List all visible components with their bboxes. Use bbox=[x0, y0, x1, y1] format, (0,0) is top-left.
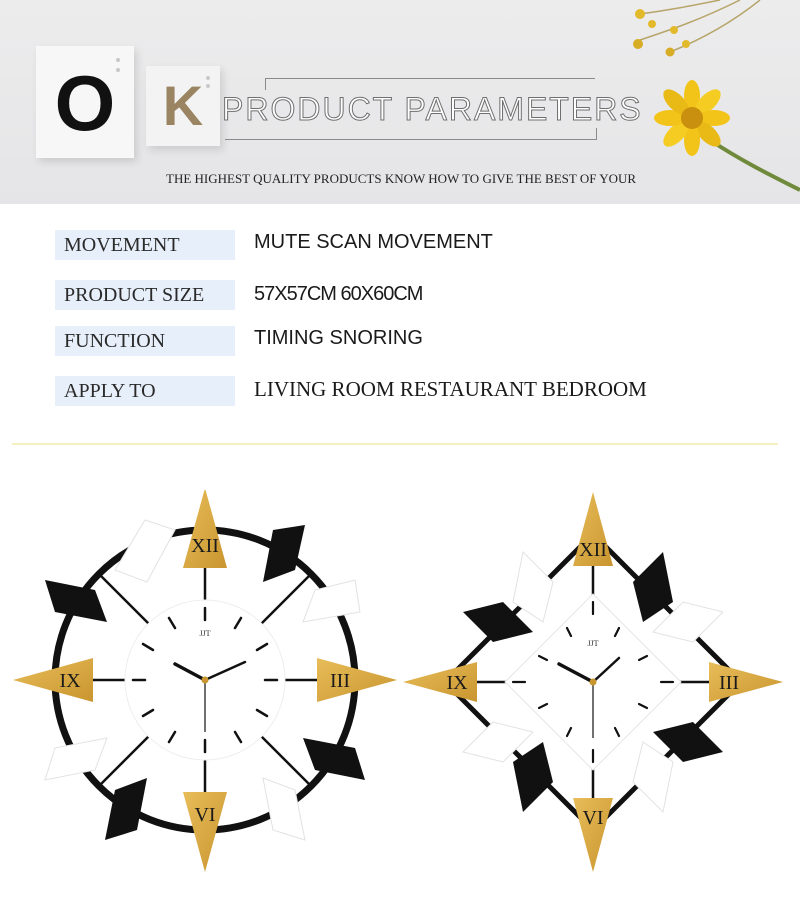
numeral-bottom: VI bbox=[194, 804, 216, 826]
param-row-function bbox=[55, 326, 775, 356]
title-frame-left bbox=[265, 78, 266, 90]
letter-card-k bbox=[146, 66, 220, 146]
numeral-top: XII bbox=[191, 535, 219, 557]
clock-brand: JJT bbox=[199, 629, 211, 638]
param-row-movement bbox=[55, 230, 775, 260]
numeral-bottom: VI bbox=[582, 807, 604, 829]
numeral-left: IX bbox=[446, 672, 468, 694]
clock-diamond-face-image bbox=[400, 490, 800, 900]
title-frame-right bbox=[596, 128, 597, 140]
numeral-right: III bbox=[330, 670, 350, 692]
letter-o: O bbox=[54, 59, 116, 147]
clock-brand: JJT bbox=[587, 639, 599, 648]
banner-title: PRODUCT PARAMETERS bbox=[222, 91, 643, 127]
param-row-product-size bbox=[55, 280, 775, 310]
param-label-box bbox=[55, 376, 235, 406]
banner bbox=[0, 0, 800, 204]
numeral-right: III bbox=[719, 672, 739, 694]
numeral-left: IX bbox=[59, 670, 81, 692]
letter-card-o bbox=[36, 46, 134, 158]
param-value: 57X57CM 60X60CM bbox=[254, 283, 423, 305]
param-value: LIVING ROOM RESTAURANT BEDROOM bbox=[254, 377, 647, 401]
param-label-box bbox=[55, 326, 235, 356]
param-label: FUNCTION bbox=[64, 330, 166, 352]
sunflower-decoration-icon bbox=[600, 0, 800, 204]
title-frame-top bbox=[265, 78, 595, 79]
section-divider bbox=[12, 443, 778, 445]
title-frame-bottom bbox=[225, 139, 597, 140]
param-row-apply-to bbox=[55, 376, 775, 406]
param-label: PRODUCT SIZE bbox=[64, 284, 205, 306]
clock-round-face-image bbox=[0, 490, 400, 900]
letter-k: K bbox=[162, 74, 204, 137]
numeral-top: XII bbox=[579, 539, 607, 561]
param-label-box bbox=[55, 230, 235, 260]
param-value: MUTE SCAN MOVEMENT bbox=[254, 231, 493, 253]
param-label: APPLY TO bbox=[64, 380, 156, 402]
param-value: TIMING SNORING bbox=[254, 327, 423, 349]
param-label: MOVEMENT bbox=[64, 234, 180, 256]
param-label-box bbox=[55, 280, 235, 310]
banner-subtitle: THE HIGHEST QUALITY PRODUCTS KNOW HOW TO GIVE THE BEST OF YOUR bbox=[166, 171, 637, 186]
card-dot bbox=[116, 58, 120, 62]
